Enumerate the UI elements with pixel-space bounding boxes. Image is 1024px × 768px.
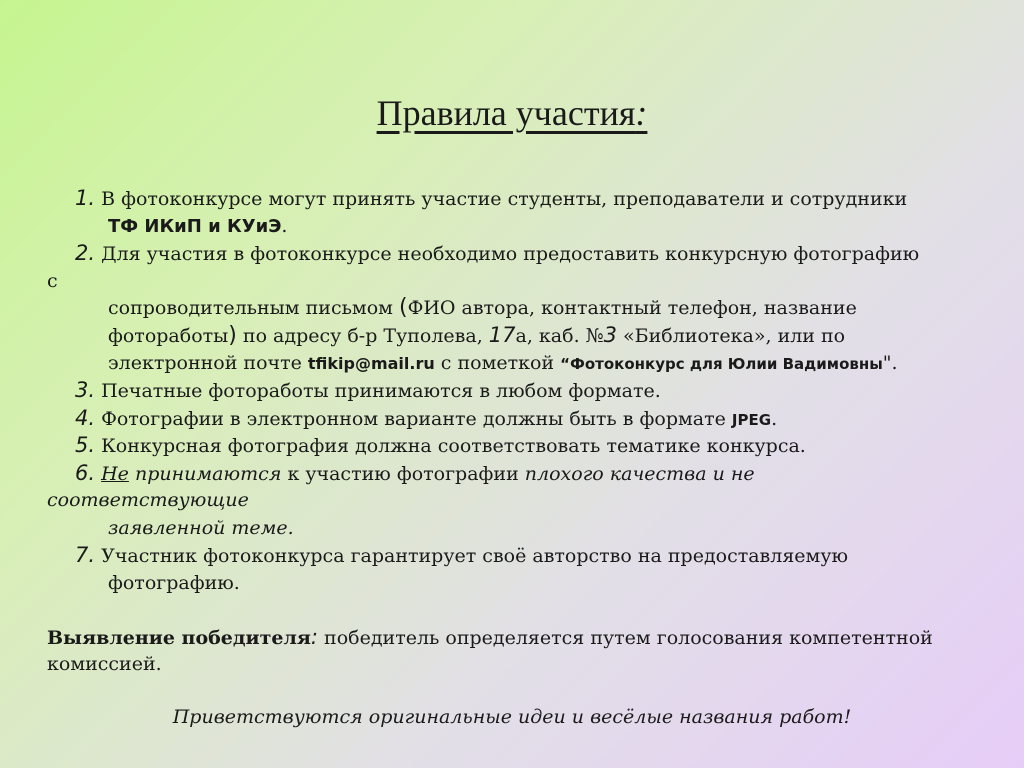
rule-1-line-2 [108, 214, 287, 239]
rule-1-end: . [281, 215, 288, 237]
rule-5-number: 5. [75, 433, 96, 457]
rule-6-line-1 [75, 461, 755, 486]
rule-2-line-3 [108, 296, 857, 320]
rule-6-ne: Не [101, 463, 129, 485]
rule-2-wrap: с [47, 270, 58, 292]
rule-2-line-5 [108, 351, 898, 376]
winner-line-2: комиссией. [47, 653, 162, 675]
rule-7-line-2: фотографию. [108, 572, 240, 594]
rule-7-line-1 [75, 543, 848, 568]
rule-7-text: Участник фотоконкурса гарантирует своё авторство на предоставляемую [95, 545, 849, 567]
rule-6-accepted: принимаются [128, 463, 282, 485]
rule-2-mark: “Фотоконкурс для Юлии Вадимовны [560, 355, 883, 373]
rule-2-text-3b: ФИО автора, контактный телефон, название [407, 297, 857, 319]
rule-2-text-4a: фотоработы [108, 325, 229, 347]
rule-1-department: ТФ ИКиП и КУиЭ [108, 216, 282, 237]
rule-2-room-number: 3 [603, 323, 617, 347]
rule-6-wrap: соответствующие [47, 489, 249, 511]
winner-line-1 [47, 625, 933, 650]
rule-1-line-1 [75, 186, 907, 211]
rule-4-text: Фотографии в электронном варианте должны быть в формате [95, 408, 732, 430]
rule-2-paren-open: ( [398, 295, 408, 320]
rule-6-line-3: заявленной теме. [108, 517, 294, 539]
rule-2-library: «Библиотека», или по [617, 325, 846, 347]
winner-text: победитель определяется путем голосования компетентной [318, 627, 933, 649]
rule-5-text: Конкурсная фотография должна соответствовать тематике конкурса. [95, 435, 806, 457]
rule-2-number: 2. [75, 241, 96, 265]
rule-6-number: 6. [75, 461, 96, 485]
rule-7-number: 7. [75, 543, 96, 567]
rule-2-end: ". [882, 352, 898, 374]
rule-2-room-label: а, каб. № [515, 325, 604, 347]
rule-4 [75, 406, 777, 432]
rule-2-email-label: электронной почте [108, 352, 308, 374]
rule-4-number: 4. [75, 406, 96, 430]
rule-3-number: 3. [75, 378, 96, 402]
rule-4-end: . [771, 408, 778, 430]
rule-2-mark-label: с пометкой [434, 352, 561, 374]
rule-4-format: JPEG [731, 411, 772, 429]
winner-colon: : [310, 625, 318, 649]
rule-2-line-4 [108, 323, 845, 348]
rule-3-text: Печатные фотоработы принимаются в любом формате. [95, 380, 661, 402]
title-text: Правила участия [376, 93, 636, 133]
rule-2-line-1 [75, 241, 919, 266]
rule-1-text: В фотоконкурсе могут принять участие студенты, преподаватели и сотрудники [95, 188, 908, 210]
rule-1-number: 1. [75, 186, 96, 210]
rule-2-text: Для участия в фотоконкурсе необходимо предоставить конкурсную фотографию [95, 243, 920, 265]
rule-2-email: tfikip@mail.ru [307, 354, 435, 373]
page-title [0, 92, 1024, 134]
rule-2-address: по адресу б-р Туполева, [236, 325, 489, 347]
rule-6-text: к участию фотографии [281, 463, 525, 485]
rule-2-house-number: 17 [488, 323, 516, 347]
rule-3 [75, 378, 661, 403]
footer-note: Приветствуются оригинальные идеи и весёлые названия работ! [172, 706, 852, 728]
title-colon: : [635, 93, 648, 133]
rule-2-text-3a: сопроводительным письмом [108, 297, 399, 319]
rule-2-paren-close: ) [228, 323, 237, 348]
rule-6-quality: плохого качества и не [524, 463, 755, 485]
winner-label: Выявление победителя [47, 627, 311, 649]
rule-5 [75, 433, 806, 458]
